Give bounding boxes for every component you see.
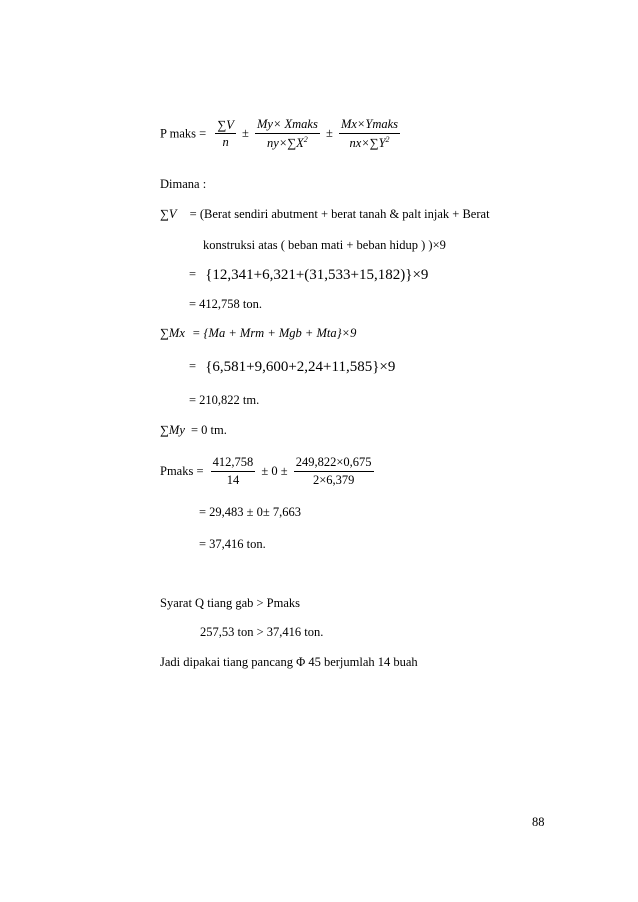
denominator-text: nx×∑Y bbox=[349, 135, 386, 150]
sum-v-expression: {12,341+6,321+(31,533+15,182)}×9 bbox=[205, 267, 429, 283]
sum-v-text: = (Berat sendiri abutment + berat tanah & palt injak + Berat bbox=[189, 207, 490, 221]
page-number: 88 bbox=[532, 815, 545, 829]
fraction-denominator: 2×6,379 bbox=[312, 472, 355, 487]
fraction-moment bbox=[294, 456, 374, 486]
dimana-label: Dimana : bbox=[160, 177, 207, 191]
sum-mx-label: ∑Mx bbox=[160, 326, 185, 340]
sum-v-label: ∑V bbox=[160, 207, 177, 221]
sum-v-line2: konstruksi atas ( beban mati + beban hidup ) )×9 bbox=[203, 238, 446, 252]
fraction-numerator: ∑V bbox=[215, 119, 236, 135]
sum-mx-expression: = {Ma + Mrm + Mgb + Mta}×9 bbox=[192, 326, 357, 340]
syarat-conclusion: Jadi dipakai tiang pancang Φ 45 berjumlah 14 buah bbox=[160, 655, 418, 669]
exponent: 2 bbox=[385, 134, 390, 144]
sum-my-value: = 0 tm. bbox=[191, 423, 227, 437]
equals-sign: = bbox=[189, 267, 197, 281]
plus-minus: ± bbox=[241, 126, 249, 141]
fraction-my-xmaks bbox=[255, 118, 320, 149]
sum-mx-line1 bbox=[160, 327, 356, 340]
sum-my-line bbox=[160, 424, 227, 437]
sum-v-line3 bbox=[189, 268, 428, 283]
sum-mx-result: = 210,822 tm. bbox=[189, 393, 260, 407]
denominator-text: ny×∑X bbox=[267, 135, 304, 150]
fraction-denominator: n bbox=[222, 135, 229, 149]
pmaks-line2: = 29,483 ± 0± 7,663 bbox=[199, 505, 302, 519]
fraction-numerator: My× Xmaks bbox=[255, 118, 320, 134]
pmaks-result: = 37,416 ton. bbox=[199, 537, 266, 551]
fraction-denominator bbox=[339, 134, 400, 150]
fraction-mx-ymaks bbox=[339, 118, 400, 149]
plus-minus: ± bbox=[325, 126, 333, 141]
equals-sign: = bbox=[189, 359, 197, 373]
pmaks-lhs: Pmaks = bbox=[160, 463, 204, 478]
pmaks-middle: ± 0 ± bbox=[261, 463, 288, 478]
fraction-vertical-load bbox=[211, 456, 256, 486]
sum-v-result: = 412,758 ton. bbox=[189, 297, 263, 311]
pmaks-formula bbox=[160, 456, 374, 486]
exponent: 2 bbox=[303, 134, 308, 144]
syarat-check: 257,53 ton > 37,416 ton. bbox=[200, 625, 324, 639]
formula-lhs: P maks = bbox=[160, 126, 207, 141]
fraction-numerator: 412,758 bbox=[211, 456, 256, 472]
fraction-denominator bbox=[255, 134, 320, 150]
syarat-condition: Syarat Q tiang gab > Pmaks bbox=[160, 596, 301, 610]
sum-v-line1 bbox=[160, 208, 490, 221]
fraction-numerator: Mx×Ymaks bbox=[339, 118, 400, 134]
fraction-denominator: 14 bbox=[226, 472, 240, 487]
fraction-sum-v-over-n bbox=[215, 119, 236, 149]
formula-pmaks bbox=[160, 118, 400, 149]
sum-mx-line2 bbox=[189, 360, 395, 375]
sum-mx-values: {6,581+9,600+2,24+11,585}×9 bbox=[205, 359, 396, 375]
fraction-numerator: 249,822×0,675 bbox=[294, 456, 374, 472]
sum-my-label: ∑My bbox=[160, 423, 185, 437]
